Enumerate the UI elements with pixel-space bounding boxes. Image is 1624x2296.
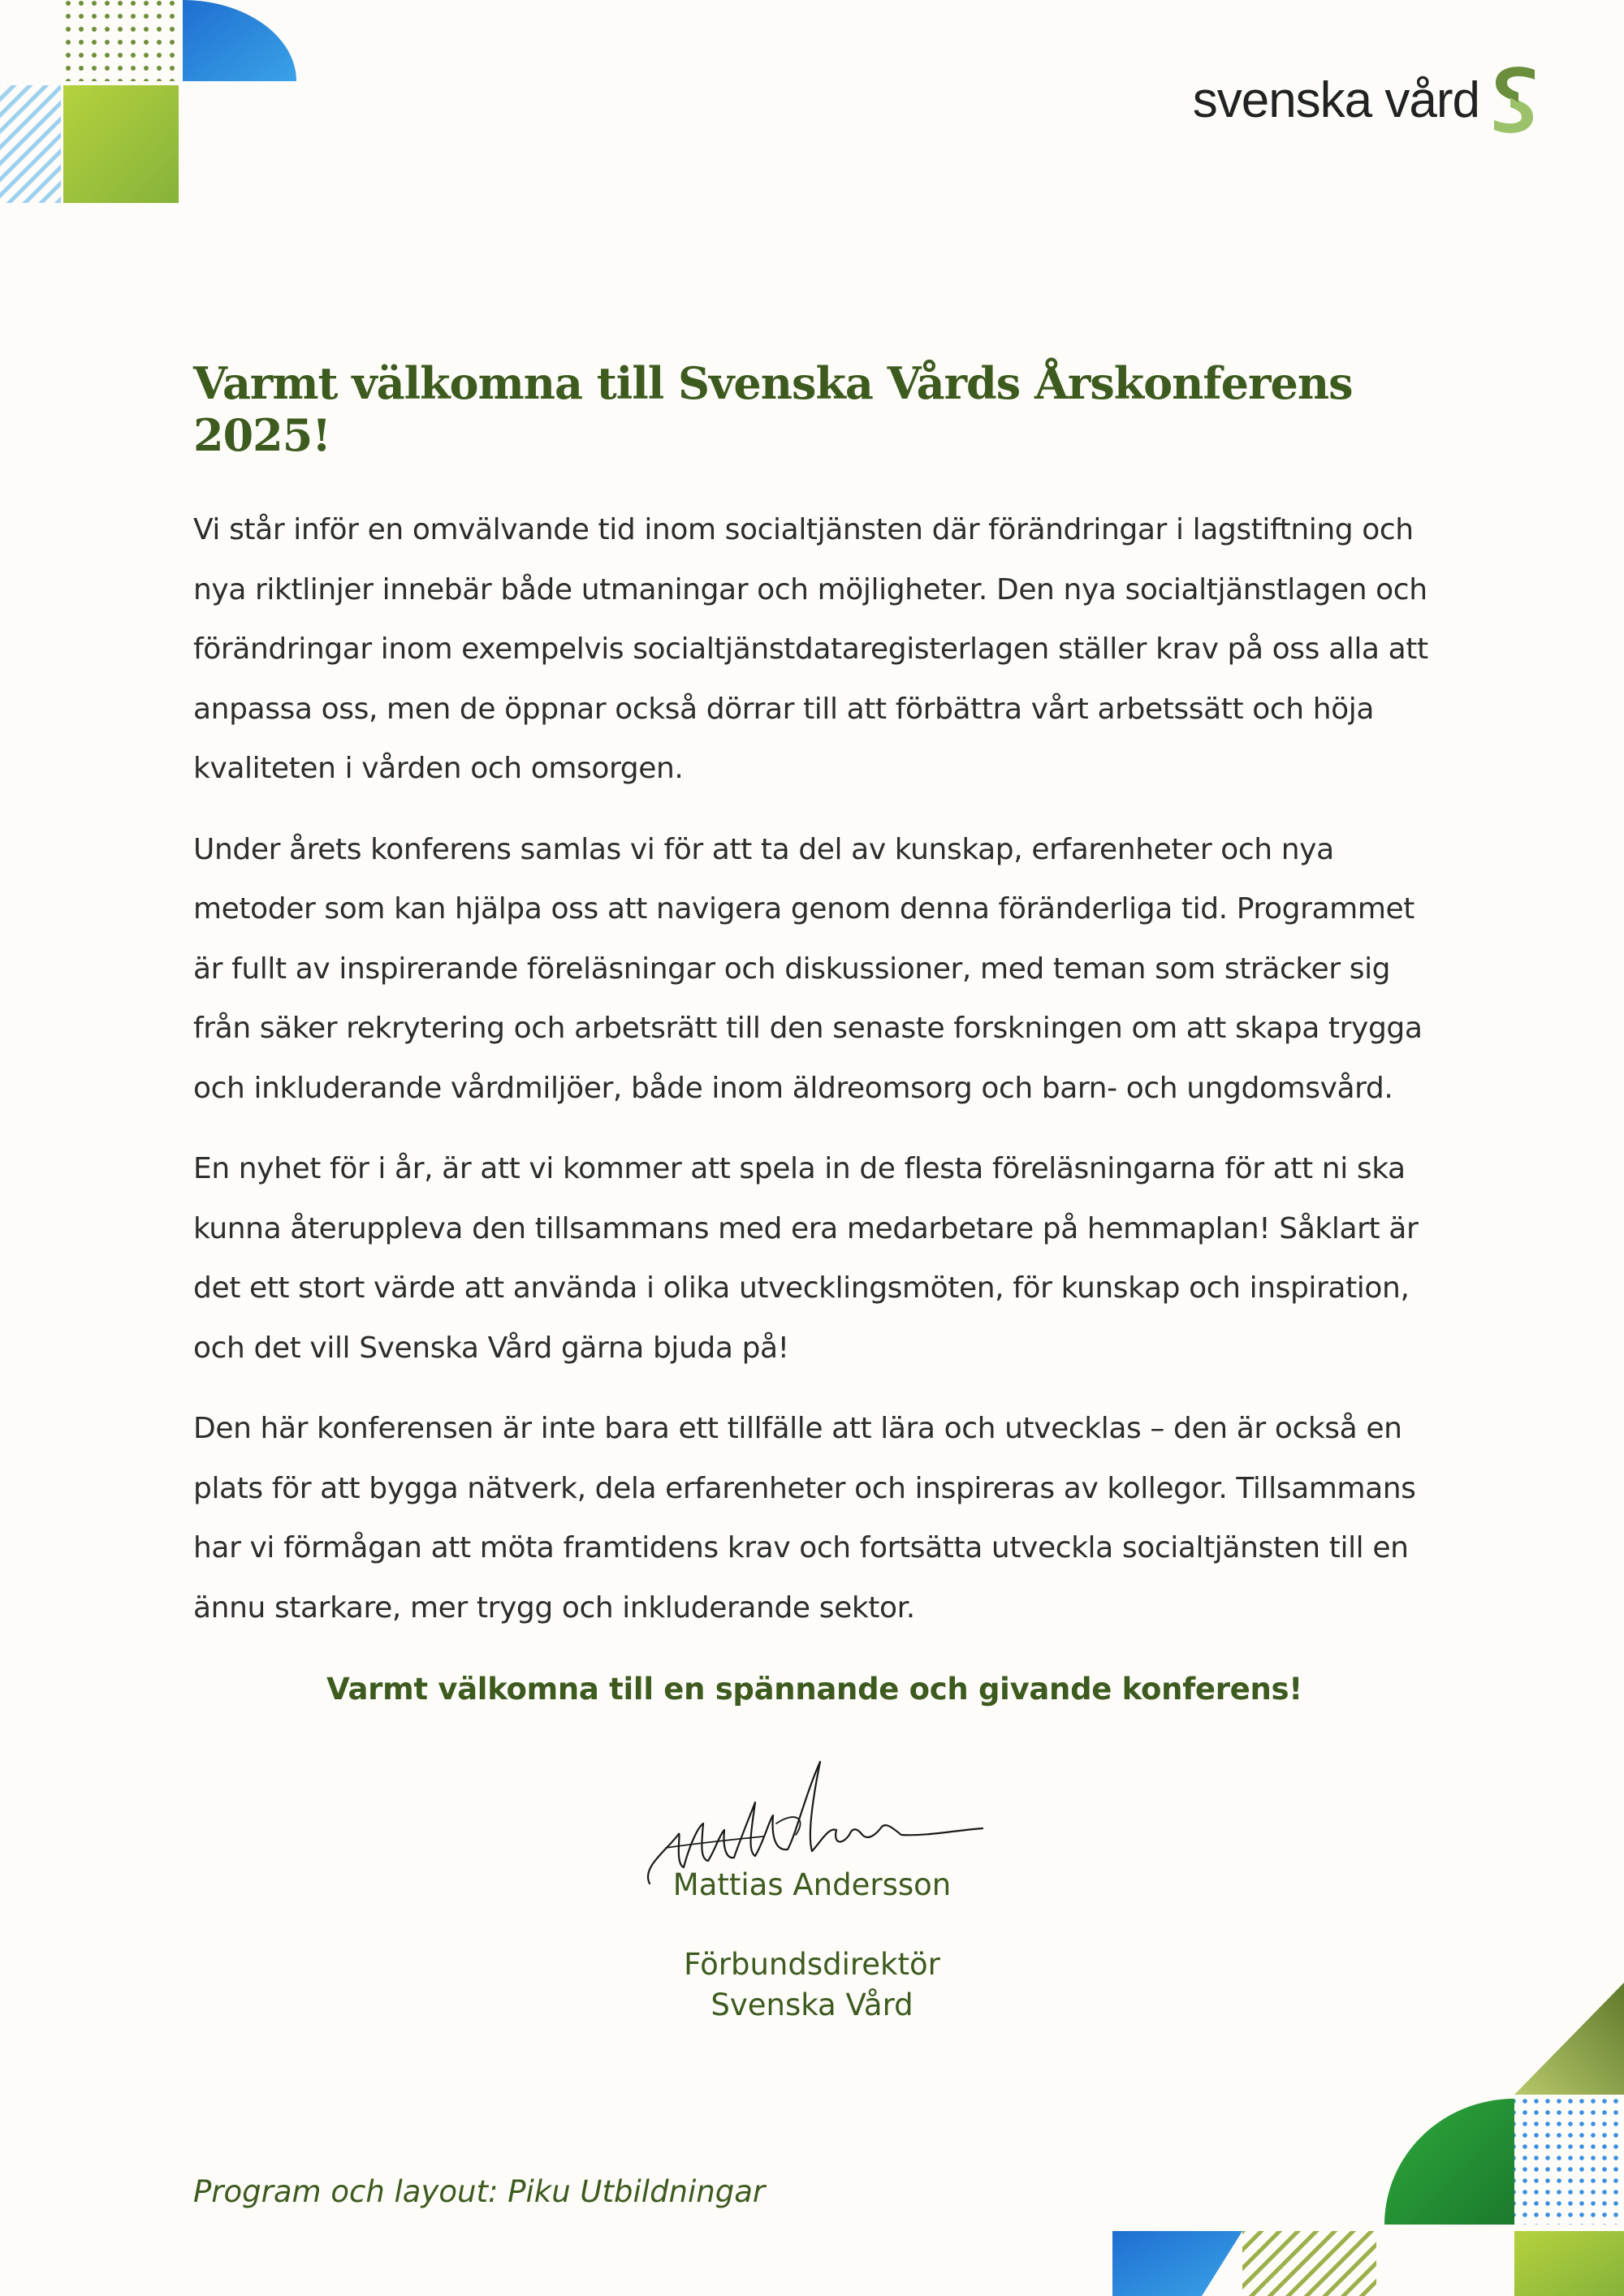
logo-text: svenska vård — [1192, 71, 1479, 128]
paragraph-3: En nyhet för i år, är att vi kommer att spela in de flesta föreläsningarna för att ni ska kunna återuppleva den tillsammans med era medarbetare på hemmaplan! Såklart är det ett stort värde att använda i olika utvecklingsmöten, för kunskap och inspiration, och det vill Svenska Vård gärna bjuda på! — [193, 1152, 1419, 1365]
svenska-vard-s-icon — [1486, 63, 1543, 136]
signer-organization: Svenska Vård — [710, 1987, 914, 2022]
paragraph-4: Den här konferensen är inte bara ett tillfälle att lära och utvecklas – den är också en plats för att bygga nätverk, dela erfarenheter och inspireras av kollegor. Tillsammans har vi förmågan att möta framtidens krav och fortsätta utveckla socialtjänsten till en ännu starkare, mer trygg och inkluderande sektor. — [193, 1412, 1416, 1625]
paragraph-2: Under årets konferens samlas vi för att ta del av kunskap, erfarenheter och nya metoder som kan hjälpa oss att navigera genom denna föränderliga tid. Programmet är fullt av inspirerande föreläsningar och diskussioner, med teman som sträcker sig från säker rekrytering och arbetsrätt till den senaste forskningen om att skapa trygga och inkluderande vårdmiljöer, både inom äldreomsorg och barn- och ungdomsvård. — [193, 832, 1423, 1105]
letter-content — [193, 357, 1436, 1707]
bottom-right-decoration — [1112, 1973, 1624, 2296]
letter-heading: Varmt välkomna till Svenska Vårds Årskonferens 2025! — [193, 357, 1353, 461]
closing-line: Varmt välkomna till en spännande och givande konferens! — [326, 1672, 1302, 1707]
signer-name: Mattias Andersson — [672, 1867, 952, 1902]
logo — [1193, 63, 1543, 136]
paragraph-1: Vi står inför en omvälvande tid inom socialtjänsten där förändringar i lagstiftning och nya riktlinjer innebär både utmaningar och möjligheter. Den nya socialtjänstlagen och förändringar inom exempelvis socialtjänstdataregisterlagen ställer krav på oss alla att anpassa oss, men de öppnar också dörrar till att förbättra vårt arbetssätt och höja kvaliteten i vården och omsorgen. — [193, 513, 1428, 785]
top-left-decoration — [0, 0, 309, 211]
signer-info — [633, 1944, 991, 2026]
layout-credit: Program och layout: Piku Utbildningar — [193, 2174, 766, 2209]
signer-title: Förbundsdirektör — [684, 1947, 940, 1982]
